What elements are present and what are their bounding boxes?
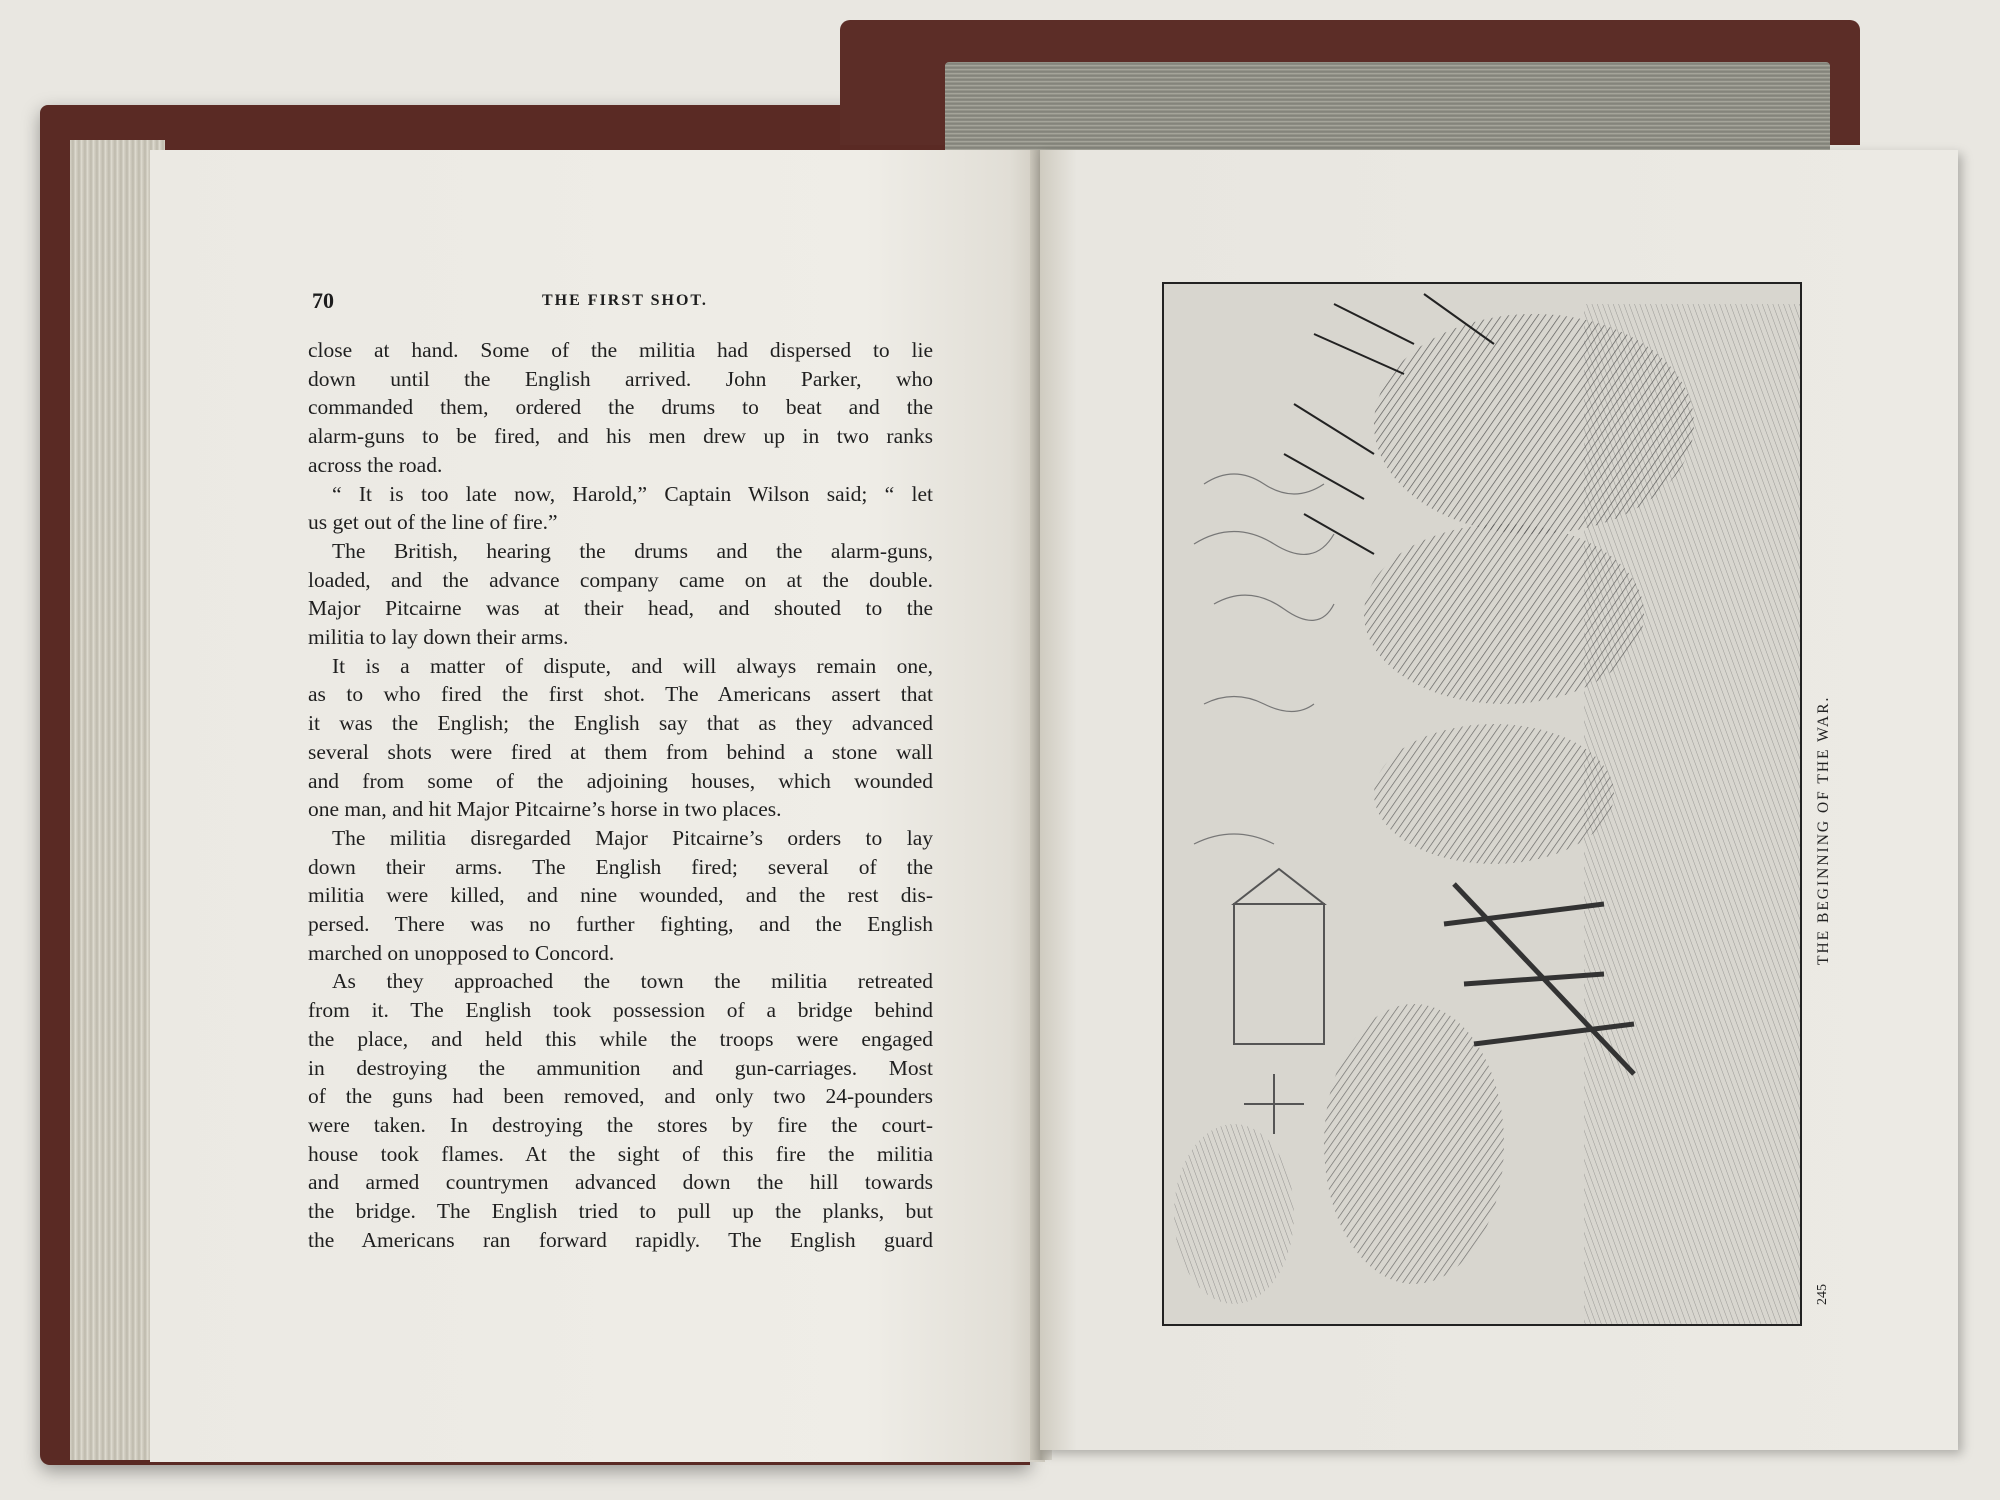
plate-caption-text: THE BEGINNING OF THE WAR. [1815, 695, 1832, 965]
text-line: persed. There was no further fighting, and the English [308, 912, 933, 937]
illustration-plate [1162, 282, 1802, 1326]
page-number: 70 [312, 288, 334, 313]
page-edges-top [945, 62, 1830, 154]
running-title: THE FIRST SHOT. [542, 292, 708, 309]
text-line: in destroying the ammunition and gun-carriages. Most [308, 1055, 933, 1080]
body-text [308, 336, 933, 1255]
text-line: the place, and held this while the troops were engaged [308, 1026, 933, 1051]
text-line: close at hand. Some of the militia had dispersed to lie [308, 338, 933, 362]
text-line: were taken. In destroying the stores by fire the court- [308, 1112, 933, 1137]
text-line: of the guns had been removed, and only two 24-pounders [308, 1084, 933, 1109]
text-line: down their arms. The English fired; several of the [308, 854, 933, 879]
text-line: from it. The English took possession of a bridge behind [308, 998, 933, 1023]
text-line: as to who fired the first shot. The Americans assert that [308, 682, 933, 707]
text-line: it was the English; the English say that as they advanced [308, 711, 933, 736]
text-line: marched on unopposed to Concord. [308, 940, 615, 965]
text-line: us get out of the line of fire.” [308, 510, 558, 535]
text-line: militia were killed, and nine wounded, and the rest dis- [308, 883, 933, 908]
text-line: Major Pitcairne was at their head, and shouted to the [308, 596, 933, 621]
text-line: As they approached the town the militia retreated [332, 969, 933, 994]
text-line: across the road. [308, 452, 443, 477]
text-line: down until the English arrived. John Parker, who [308, 366, 933, 391]
text-line: militia to lay down their arms. [308, 625, 569, 650]
text-line: The British, hearing the drums and the alarm-guns, [332, 538, 933, 563]
text-line: and armed countrymen advanced down the hill towards [308, 1170, 933, 1195]
text-line: alarm-guns to be fired, and his men drew up in two ranks [308, 424, 933, 449]
text-line: loaded, and the advance company came on at the double. [308, 567, 933, 592]
text-line: “ It is too late now, Harold,” Captain Wilson said; “ let [332, 481, 933, 506]
text-line: the bridge. The English tried to pull up the planks, but [308, 1199, 933, 1224]
text-line: It is a matter of dispute, and will always remain one, [332, 653, 933, 678]
plate-number-text: 245 [1815, 1284, 1830, 1305]
running-head [312, 288, 934, 318]
engraving-battle-scene-icon [1164, 284, 1800, 1324]
text-line: commanded them, ordered the drums to beat and the [308, 395, 933, 420]
text-line: house took flames. At the sight of this fire the militia [308, 1141, 933, 1166]
text-line: one man, and hit Major Pitcairne’s horse in two places. [308, 797, 782, 822]
text-line: the Americans ran forward rapidly. The English guard [308, 1227, 933, 1252]
text-line: and from some of the adjoining houses, which wounded [308, 768, 933, 793]
text-line: The militia disregarded Major Pitcairne’s orders to lay [332, 825, 933, 850]
text-line: several shots were fired at them from behind a stone wall [308, 739, 933, 764]
